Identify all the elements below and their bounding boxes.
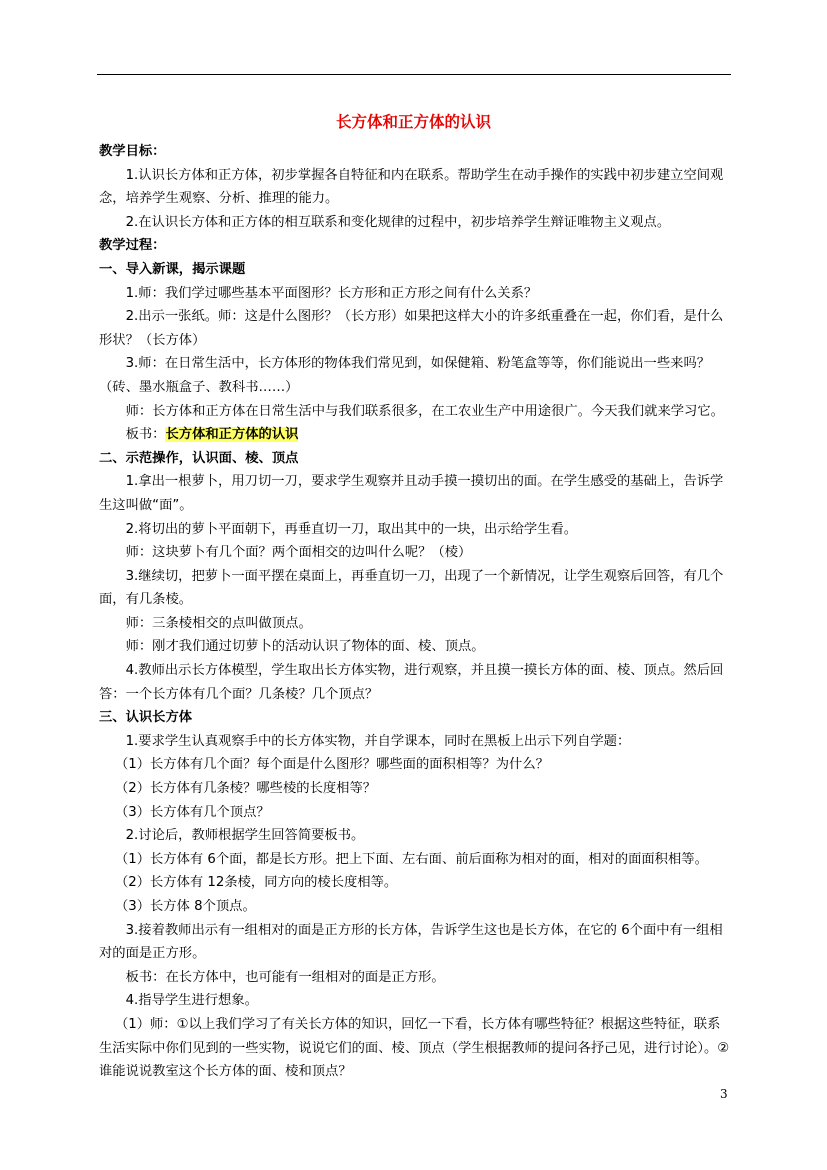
paragraph: 3.继续切，把萝卜一面平摆在桌面上，再垂直切一刀，出现了一个新情况，让学生观察后回答，有几个面，有几条棱。	[99, 568, 724, 608]
list-item: （1）师：①以上我们学习了有关长方体的知识，回忆一下看，长方体有哪些特征？根据这些特征，联系生活实际中你们见到的一些实物，说说它们的面、棱、顶点（学生根据教师的提问各抒己见，进行讨论）。②谁能说说教室这个长方体的面、棱和顶点？	[99, 1016, 730, 1080]
board-label: 板书：	[125, 427, 166, 443]
highlighted-topic: 长方体和正方体的认识	[165, 427, 299, 443]
paragraph: 板书：在长方体中，也可能有一组相对的面是正方形。	[125, 969, 445, 985]
header-rule	[97, 74, 731, 75]
paragraph: 1.师：我们学过哪些基本平面图形？长方形和正方形之间有什么关系？	[125, 285, 538, 301]
paragraph: 师：这块萝卜有几个面？两个面相交的边叫什么呢？（棱）	[125, 545, 472, 561]
page-number: 3	[720, 1087, 728, 1101]
paragraph: 2.在认识长方体和正方体的相互联系和变化规律的过程中，初步培养学生辩证唯物主义观点。	[125, 214, 671, 230]
paragraph: 2.讨论后，教师根据学生回答简要板书。	[125, 828, 365, 844]
section-heading: 一、导入新课，揭示课题	[99, 261, 246, 277]
paragraph: 1.拿出一根萝卜，用刀切一刀，要求学生观察并且动手摸一摸切出的面。在学生感受的基础上，告诉学生这叫做“面”。	[99, 474, 724, 513]
list-item: （3）长方体 8个顶点。	[114, 899, 256, 914]
paragraph: 3.师：在日常生活中，长方体形的物体我们常见到，如保健箱、粉笔盒等等，你们能说出一些来吗？（砖、墨水瓶盒子、教科书……）	[99, 356, 711, 395]
paragraph: 师：刚才我们通过切萝卜的活动认识了物体的面、棱、顶点。	[125, 639, 485, 655]
list-item: （1）长方体有几个面？每个面是什么图形？哪些面的面积相等？为什么？	[114, 757, 549, 773]
section-heading: 教学目标：	[99, 144, 166, 159]
paragraph: 师：长方体和正方体在日常生活中与我们联系很多，在工农业生产中用途很广。今天我们就来学习它。	[125, 403, 724, 419]
section-heading: 三、认识长方体	[99, 710, 193, 726]
list-item: （2）长方体有几条棱？哪些棱的长度相等？	[114, 781, 377, 797]
paragraph: 4.指导学生进行想象。	[125, 993, 258, 1009]
section-heading: 二、示范操作，认识面、棱、顶点	[99, 450, 299, 466]
section-heading: 教学过程：	[99, 238, 166, 254]
list-item: （3）长方体有几个顶点？	[114, 804, 270, 820]
paragraph: 4.教师出示长方体模型，学生取出长方体实物，进行观察，并且摸一摸长方体的面、棱、顶点。然后回答：一个长方体有几个面？几条棱？几个顶点？	[99, 663, 724, 702]
list-item: （2）长方体有 12条棱，同方向的棱长度相等。	[114, 875, 398, 891]
page-title: 长方体和正方体的认识	[335, 113, 491, 131]
paragraph: 3.接着教师出示有一组相对的面是正方形的长方体，告诉学生这也是长方体，在它的 6个面中有一组相对的面是正方形。	[99, 922, 723, 962]
paragraph: 2.将切出的萝卜平面朝下，再垂直切一刀，取出其中的一块，出示给学生看。	[125, 521, 578, 537]
board-writing	[99, 423, 731, 447]
document-body	[99, 140, 731, 1084]
paragraph: 1.认识长方体和正方体，初步掌握各自特征和内在联系。帮助学生在动手操作的实践中初步建立空间观念，培养学生观察、分析、推理的能力。	[99, 167, 724, 207]
list-item: （1）长方体有 6个面，都是长方形。把上下面、左右面、前后面称为相对的面，相对的面面积相等。	[114, 851, 708, 867]
paragraph: 1.要求学生认真观察手中的长方体实物，并自学课本，同时在黑板上出示下列自学题：	[125, 733, 631, 749]
paragraph: 2.出示一张纸。师：这是什么图形？（长方形）如果把这样大小的许多纸重叠在一起，你们看，是什么形状？（长方体）	[99, 309, 724, 348]
paragraph: 师：三条棱相交的点叫做顶点。	[125, 615, 312, 631]
